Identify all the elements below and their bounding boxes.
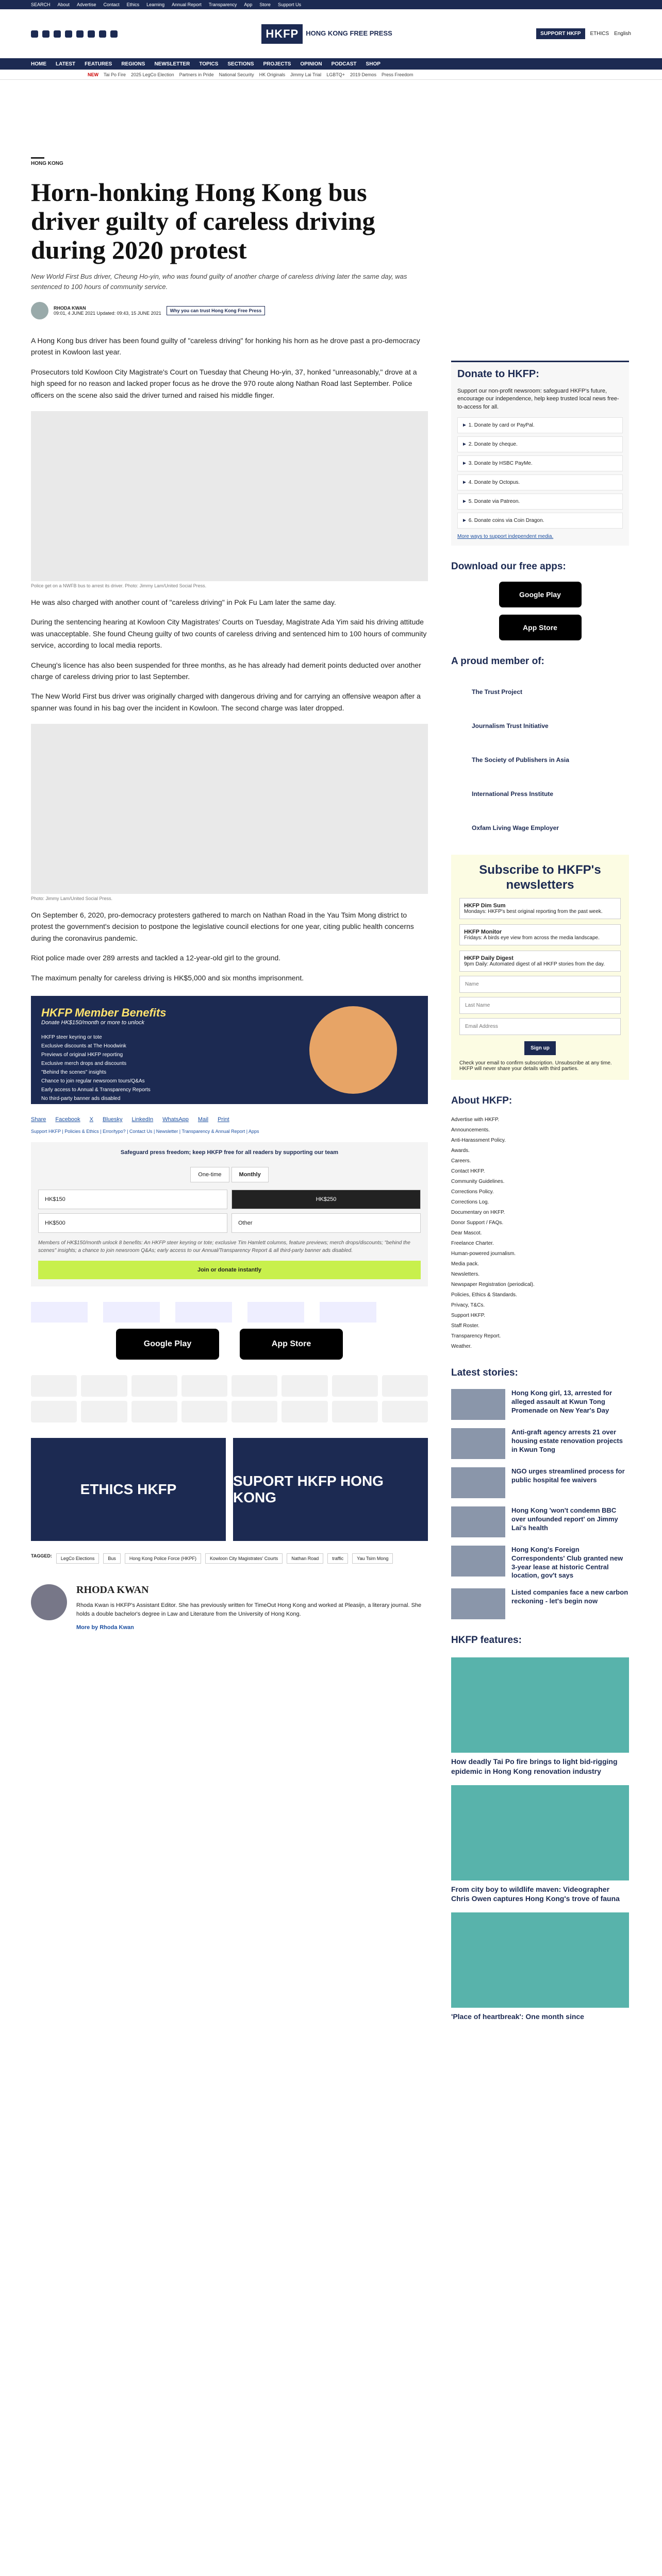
tag[interactable]: Yau Tsim Mong xyxy=(352,1553,393,1564)
benefit-item: "Behind the scenes" insights xyxy=(41,1070,107,1076)
trend-item[interactable]: Jimmy Lai Trial xyxy=(290,72,322,77)
nav-shop[interactable]: SHOP xyxy=(366,61,380,67)
jti-logo[interactable] xyxy=(103,1302,160,1323)
member-logo[interactable]: International Press Institute xyxy=(472,790,554,798)
benefit-item: HKFP steer keyring or tote xyxy=(41,1035,102,1041)
member-logo[interactable]: The Trust Project xyxy=(472,688,523,696)
oxfam-logo[interactable] xyxy=(320,1302,376,1323)
tag[interactable]: Hong Kong Police Force (HKPF) xyxy=(125,1553,201,1564)
more-by-author-link[interactable]: More by Rhoda Kwan xyxy=(76,1624,134,1631)
share-bluesky[interactable]: Bluesky xyxy=(103,1116,123,1123)
fps-icon xyxy=(231,1401,277,1422)
support-banner[interactable]: SUPORT HKFP HONG KONG xyxy=(233,1438,428,1541)
app-link[interactable]: App xyxy=(244,2,253,7)
last-name-field[interactable]: Last Name xyxy=(459,997,621,1014)
share-linkedin[interactable]: LinkedIn xyxy=(131,1116,154,1123)
ethics-link[interactable]: Ethics xyxy=(126,2,140,7)
tag[interactable]: traffic xyxy=(327,1553,348,1564)
transparency-link[interactable]: Transparency xyxy=(208,2,237,7)
ethics-banner[interactable]: ETHICS HKFP xyxy=(31,1438,226,1541)
share-bar xyxy=(31,1116,428,1123)
author-name[interactable]: RHODA KWAN xyxy=(54,306,86,311)
about-title: About HKFP: xyxy=(451,1095,512,1106)
ipi-logo[interactable] xyxy=(247,1302,304,1323)
store-link[interactable]: Store xyxy=(259,2,271,7)
jcb-icon xyxy=(231,1375,277,1397)
member-logo[interactable]: Oxfam Living Wage Employer xyxy=(472,824,559,832)
nav-topics[interactable]: TOPICS xyxy=(199,61,219,67)
top-utility-bar xyxy=(0,0,662,9)
byline xyxy=(31,302,428,319)
latest-story[interactable]: Hong Kong 'won't condemn BBC over unfounded report' on Jimmy Lai's health xyxy=(451,1506,629,1537)
benefit-item: Previews of original HKFP reporting xyxy=(41,1052,123,1058)
promo-banners xyxy=(31,1438,428,1541)
paragraph: Riot police made over 289 arrests and tackled a 12-year-old girl to the ground. xyxy=(31,954,281,962)
google-play-button[interactable]: Google Play xyxy=(499,582,582,607)
donate-method[interactable]: ► 6. Donate coins via Coin Dragon. xyxy=(457,513,623,529)
coin-icon xyxy=(31,1401,77,1422)
site-header xyxy=(0,9,662,58)
article-photo xyxy=(31,411,428,581)
article-main xyxy=(31,157,428,1632)
language-select[interactable]: English xyxy=(614,31,631,37)
newsletter-option[interactable]: HKFP Daily Digest 9pm Daily: Automated digest of all HKFP stories from the day. xyxy=(459,951,621,972)
search-link[interactable]: SEARCH xyxy=(31,2,51,7)
donate-method[interactable]: ► 2. Donate by cheque. xyxy=(457,436,623,452)
stripe-icon xyxy=(282,1401,327,1422)
feature-story[interactable]: How deadly Tai Po fire brings to light bid-rigging epidemic in Hong Kong renovation industry xyxy=(451,1657,629,1775)
newsletter-note: Check your email to confirm subscription. Unsubscribe at any time. HKFP will never share your details with third parties. xyxy=(459,1060,612,1072)
latest-story[interactable]: Hong Kong girl, 13, arrested for alleged assault at Kwun Tong Promenade on New Year's Day xyxy=(451,1389,629,1420)
diners-icon xyxy=(332,1375,378,1397)
publish-date: 09:01, 4 JUNE 2021 xyxy=(54,311,96,316)
latest-story[interactable]: Hong Kong's Foreign Correspondents' Club granted new 3-year lease at historic Central location, gov't says xyxy=(451,1546,629,1581)
donate-methods xyxy=(457,417,623,529)
donate-method[interactable]: ► 4. Donate by Octopus. xyxy=(457,474,623,490)
nav-newsletter[interactable]: NEWSLETTER xyxy=(154,61,190,67)
section-tag[interactable]: HONG KONG xyxy=(31,157,44,166)
author-avatar xyxy=(31,302,48,319)
join-donate-button[interactable]: Join or donate instantly xyxy=(38,1261,421,1279)
paragraph: The New World First bus driver was originally charged with dangerous driving and for carrying an offensive weapon after a spanner was found in his bag over the incident in Kowloon. The second charge was later dropped. xyxy=(31,692,421,712)
updated-date: Updated: 09:43, 15 JUNE 2021 xyxy=(96,311,161,316)
tab-monthly[interactable]: Monthly xyxy=(231,1167,269,1182)
app-store-buttons xyxy=(31,1329,428,1360)
trending-bar xyxy=(0,70,662,80)
social-icons xyxy=(31,30,118,38)
unionpay-icon xyxy=(81,1375,127,1397)
advertise-link[interactable]: Advertise xyxy=(77,2,96,7)
applepay-icon xyxy=(382,1401,428,1422)
photo-caption: Police get on a NWFB bus to arrest its driver. Photo: Jimmy Lam/United Social Press. xyxy=(31,583,207,588)
paypal-icon xyxy=(131,1401,177,1422)
donate-method[interactable]: ► 5. Donate via Patreon. xyxy=(457,494,623,510)
google-play-button[interactable]: Google Play xyxy=(116,1329,219,1360)
payment-logos xyxy=(31,1375,428,1422)
member-logo[interactable]: Journalism Trust Initiative xyxy=(472,722,549,730)
benefit-item: Exclusive merch drops and discounts xyxy=(41,1061,127,1067)
visa-icon xyxy=(131,1375,177,1397)
donation-widget xyxy=(31,1142,428,1286)
tag[interactable]: Bus xyxy=(103,1553,121,1564)
donation-heading: Safeguard press freedom; keep HKFP free for all readers by supporting our team xyxy=(120,1149,339,1156)
nav-sections[interactable]: SECTIONS xyxy=(227,61,254,67)
donate-method[interactable]: ► 1. Donate by card or PayPal. xyxy=(457,417,623,433)
trend-item[interactable]: Press Freedom xyxy=(381,72,413,77)
article-subtitle: New World First Bus driver, Cheung Ho-yin, who was found guilty of another charge of careless driving later the same day, was sentenced to 100 hours of community service. xyxy=(31,273,407,291)
youtube-icon[interactable] xyxy=(88,30,95,38)
amount-option-selected[interactable]: HK$250 xyxy=(231,1190,421,1209)
sopa-logo[interactable] xyxy=(175,1302,232,1323)
promo-subtitle: Donate HK$150/month or more to unlock xyxy=(41,1020,144,1026)
tags-label: TAGGED: xyxy=(31,1553,52,1559)
nav-latest[interactable]: LATEST xyxy=(56,61,76,67)
newsletter-option[interactable]: HKFP Monitor Fridays: A birds eye view from across the media landscape. xyxy=(459,924,621,945)
benefit-item: Early access to Annual & Transparency Reports xyxy=(41,1087,151,1093)
member-badges xyxy=(31,1302,428,1323)
app-store-button[interactable]: App Store xyxy=(499,615,582,640)
donate-box xyxy=(451,361,629,546)
trend-item[interactable]: Partners in Pride xyxy=(179,72,214,77)
facebook-icon[interactable] xyxy=(31,30,38,38)
feature-story[interactable]: 'Place of heartbreak': One month since xyxy=(451,1912,629,2021)
gpay-icon xyxy=(332,1401,378,1422)
benefit-item: No third-party banner ads disabled xyxy=(41,1096,121,1102)
benefit-item: Exclusive discounts at The Hoodwink xyxy=(41,1043,126,1049)
author-bio: Rhoda Kwan is HKFP's Assistant Editor. She has previously written for TimeOut Hong Kong and worked at Pleasijn, a literary journal. She holds a double bachelor's degree in Law and Literature from the University of Hong Kong. xyxy=(76,1602,422,1617)
nav-opinion[interactable]: OPINION xyxy=(300,61,322,67)
payme-icon xyxy=(181,1401,227,1422)
nav-features[interactable]: FEATURES xyxy=(85,61,112,67)
latest-title: Latest stories: xyxy=(451,1367,518,1378)
patreon-icon xyxy=(81,1401,127,1422)
new-badge: NEW xyxy=(88,72,98,77)
rss-icon[interactable] xyxy=(110,30,118,38)
amount-option[interactable]: HK$150 xyxy=(38,1190,227,1209)
mastercard-icon xyxy=(31,1375,77,1397)
about-links: Advertise with HKFP. Announcements. Anti-Harassment Policy. Awards. Careers. Contact HKFP. Community Guidelines. Corrections Policy. Corrections Log. Documentary on HKFP. Donor Support / FAQs. Dear Mascot. Freelance Charter. Human-powered journalism. Media pack. Newsletters. Newspaper Registration (periodical). Policies, Ethics & Standards. Privacy, T&Cs. Support HKFP. Staff Roster. Transparency Report. Weather. xyxy=(451,1116,535,1349)
latest-story[interactable]: Anti-graft agency arrests 21 over housing estate renovation projects in Kwun Tong xyxy=(451,1428,629,1459)
paragraph: During the sentencing hearing at Kowloon City Magistrates' Courts on Tuesday, Magistrate Ada Yim said his driving attitude was unacceptable. She found Cheung guilty of two counts of careless driving and sentenced him to 100 hours of community service, according to local media reports. xyxy=(31,618,427,650)
share-whatsapp[interactable]: WhatsApp xyxy=(162,1116,189,1123)
main-nav xyxy=(0,58,662,70)
threads-icon[interactable] xyxy=(65,30,72,38)
about-link[interactable]: About xyxy=(57,2,70,7)
apps-title: Download our free apps: xyxy=(451,561,566,572)
latest-story[interactable]: Listed companies face a new carbon reckoning - let's begin now xyxy=(451,1588,629,1619)
nav-podcast[interactable]: PODCAST xyxy=(331,61,357,67)
why-trust-button[interactable]: Why you can trust Hong Kong Free Press xyxy=(167,306,266,315)
tab-one-time[interactable]: One-time xyxy=(190,1167,229,1182)
member-logo[interactable]: The Society of Publishers in Asia xyxy=(472,756,569,764)
promo-title: HKFP Member Benefits xyxy=(41,1006,167,1020)
nav-regions[interactable]: REGIONS xyxy=(121,61,145,67)
newsletter-option[interactable]: HKFP Dim Sum Mondays: HKFP's best original reporting from the past week. xyxy=(459,898,621,919)
support-us-link[interactable]: Support Us xyxy=(277,2,301,7)
email-field[interactable]: Email Address xyxy=(459,1018,621,1035)
article-photo xyxy=(31,724,428,894)
article-body xyxy=(31,335,428,984)
amount-option[interactable]: Other xyxy=(231,1213,421,1233)
member-benefits-banner[interactable] xyxy=(31,996,428,1104)
support-hkfp-button[interactable]: SUPPORT HKFP xyxy=(536,28,585,39)
paragraph: He was also charged with another count of "careless driving" in Pok Fu Lam later the same day. xyxy=(31,598,336,606)
share-print[interactable]: Print xyxy=(218,1116,229,1123)
newsletter-title: Subscribe to HKFP's newsletters xyxy=(479,863,601,892)
annual-report-link[interactable]: Annual Report xyxy=(172,2,202,7)
instagram-icon[interactable] xyxy=(54,30,61,38)
trend-item[interactable]: LGBTQ+ xyxy=(326,72,345,77)
newsletter-signup xyxy=(451,855,629,1080)
trend-item[interactable]: National Security xyxy=(219,72,254,77)
support-links[interactable]: Support HKFP | Policies & Ethics | Error/typo? | Contact Us | Newsletter | Transparency & Annual Report | Apps xyxy=(31,1129,259,1134)
feature-story[interactable]: From city boy to wildlife maven: Videographer Chris Owen captures Hong Kong's trove of fauna xyxy=(451,1785,629,1903)
nav-projects[interactable]: PROJECTS xyxy=(263,61,291,67)
author-photo xyxy=(31,1584,67,1620)
bluesky-icon[interactable] xyxy=(76,30,84,38)
trend-item[interactable]: Tai Po Fire xyxy=(104,72,126,77)
more-ways-link[interactable]: More ways to support independent media. xyxy=(457,534,554,540)
deer-mascot-illustration xyxy=(309,1006,397,1094)
ethics-link[interactable]: ETHICS xyxy=(590,31,609,37)
author-box-name[interactable]: RHODA KWAN xyxy=(76,1584,149,1596)
donate-lead[interactable]: Support our non-profit newsroom: safeguard HKFP's future, encourage our independence, help keep trusted local news free-to-access for all. xyxy=(457,388,619,410)
trend-item[interactable]: 2025 LegCo Election xyxy=(131,72,174,77)
paragraph: Cheung's licence has also been suspended for three months, as he has already had demerit points deducted over another charge of careless driving prior to last September. xyxy=(31,660,421,681)
x-icon[interactable] xyxy=(42,30,49,38)
features-title: HKFP features: xyxy=(451,1635,522,1646)
tag[interactable]: Nathan Road xyxy=(287,1553,323,1564)
share-facebook[interactable]: Facebook xyxy=(55,1116,80,1123)
latest-story[interactable]: NGO urges streamlined process for public hospital fee waivers xyxy=(451,1467,629,1498)
tag[interactable]: Kowloon City Magistrates' Courts xyxy=(205,1553,283,1564)
share-label: Share xyxy=(31,1116,46,1123)
email-icon[interactable] xyxy=(99,30,106,38)
site-logo[interactable]: HKFP HONG KONG FREE PRESS xyxy=(261,24,392,44)
donate-title: Donate to HKFP: xyxy=(457,368,539,380)
tag[interactable]: LegCo Elections xyxy=(56,1553,100,1564)
paragraph: On September 6, 2020, pro-democracy protesters gathered to march on Nathan Road in the Yau Tsim Mong district to protest the government's decision to postpone the legislative council elections for one year, citing public health concerns during the coronavirus pandemic. xyxy=(31,911,414,942)
donate-method[interactable]: ► 3. Donate by HSBC PayMe. xyxy=(457,455,623,471)
octopus-icon xyxy=(282,1375,327,1397)
trust-project-logo[interactable] xyxy=(31,1302,88,1323)
share-mail[interactable]: Mail xyxy=(197,1116,209,1123)
amount-option[interactable]: HK$500 xyxy=(38,1213,227,1233)
contact-link[interactable]: Contact xyxy=(103,2,120,7)
photo-caption: Photo: Jimmy Lam/United Social Press. xyxy=(31,896,113,902)
sidebar xyxy=(451,361,629,2021)
member-note: Members of HK$150/month unlock 8 benefits: An HKFP steer keyring or tote; exclusive Tim Hamlett columns, feature previews; merch drops/discounts; "behind the scenes" insights; a chance to join newsroom Q&As; early access to our Annual/Transparency Report & all third-party banner ads disabled. xyxy=(38,1240,410,1254)
paragraph: The maximum penalty for careless driving is HK$5,000 and six months imprisonment. xyxy=(31,973,304,982)
name-field[interactable]: Name xyxy=(459,976,621,993)
author-box xyxy=(31,1584,428,1632)
app-store-button[interactable]: App Store xyxy=(240,1329,343,1360)
learning-link[interactable]: Learning xyxy=(146,2,165,7)
signup-button[interactable]: Sign up xyxy=(524,1041,556,1055)
amex-icon xyxy=(181,1375,227,1397)
paragraph: A Hong Kong bus driver has been found guilty of "careless driving" for honking his horn as he drove past a pro-democracy protest in Kowloon last year. xyxy=(31,336,420,357)
member-title: A proud member of: xyxy=(451,656,544,667)
trend-item[interactable]: 2019 Demos xyxy=(350,72,376,77)
trend-item[interactable]: HK Originals xyxy=(259,72,286,77)
paragraph: Prosecutors told Kowloon City Magistrate's Court on Tuesday that Cheung Ho-yin, 37, honked "unreasonably," drove at a high speed for no reason and lacked proper focus as he drove the 970 route along Nathan Road last September. Police officers on the scene also said the driver turned and raised his middle finger. xyxy=(31,367,417,399)
discover-icon xyxy=(382,1375,428,1397)
share-x[interactable]: X xyxy=(89,1116,94,1123)
nav-home[interactable]: HOME xyxy=(31,61,46,67)
article-title: Horn-honking Hong Kong bus driver guilty of careless driving during 2020 protest xyxy=(31,178,375,264)
tag-list xyxy=(31,1553,428,1564)
benefit-item: Chance to join regular newsroom tours/Q&As xyxy=(41,1078,145,1084)
